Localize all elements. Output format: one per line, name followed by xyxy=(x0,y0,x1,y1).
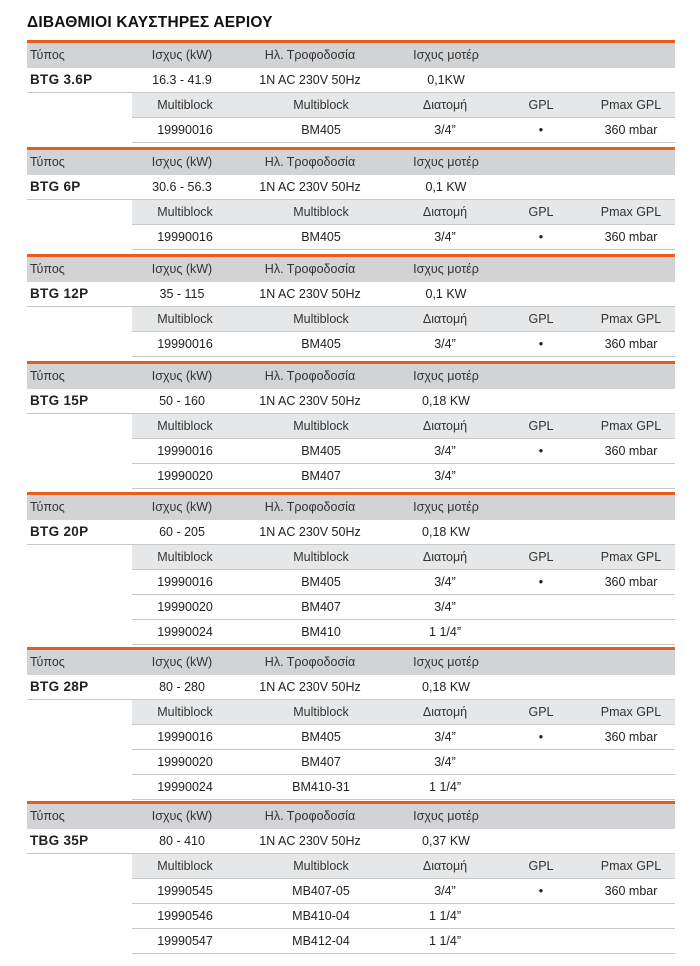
burner-name: BTG 6P xyxy=(30,179,81,194)
header-type: Τύπος xyxy=(30,262,65,276)
header-multiblock-model: Multiblock xyxy=(293,98,349,112)
multiblock-header-row xyxy=(132,93,675,118)
multiblock-header-row xyxy=(132,307,675,332)
header-supply: Ηλ. Τροφοδοσία xyxy=(264,48,356,62)
burner-name: TBG 35P xyxy=(30,833,89,848)
burner-block xyxy=(27,361,675,489)
multiblock-model: MB410-04 xyxy=(292,909,350,923)
gpl-dot: • xyxy=(538,444,544,458)
gpl-dot: • xyxy=(538,730,544,744)
diameter-value: 3/4” xyxy=(434,444,456,458)
header-supply: Ηλ. Τροφοδοσία xyxy=(264,655,356,669)
gpl-dot: • xyxy=(538,337,544,351)
header-multiblock-model: Multiblock xyxy=(293,312,349,326)
header-diameter: Διατομή xyxy=(422,312,468,326)
header-diameter: Διατομή xyxy=(422,205,468,219)
multiblock-row xyxy=(132,439,675,464)
diameter-value: 3/4” xyxy=(434,469,456,483)
multiblock-header-row xyxy=(132,854,675,879)
multiblock-header-row xyxy=(132,200,675,225)
header-power: Ισχυς (kW) xyxy=(151,155,213,169)
multiblock-row xyxy=(132,595,675,620)
pmax-value: 360 mbar xyxy=(604,337,658,351)
multiblock-model: BM407 xyxy=(301,469,341,483)
header-diameter: Διατομή xyxy=(422,859,468,873)
header-supply: Ηλ. Τροφοδοσία xyxy=(264,369,356,383)
burner-values-row xyxy=(27,675,675,700)
multiblock-model: BM410-31 xyxy=(292,780,350,794)
header-multiblock-code: Multiblock xyxy=(157,205,213,219)
diameter-value: 3/4” xyxy=(434,600,456,614)
main-header-row xyxy=(27,40,675,68)
multiblock-table xyxy=(132,545,675,645)
multiblock-code: 19990016 xyxy=(157,123,213,137)
header-multiblock-model: Multiblock xyxy=(293,550,349,564)
multiblock-code: 19990016 xyxy=(157,444,213,458)
header-pmax: Pmax GPL xyxy=(600,550,662,564)
burner-power: 80 - 280 xyxy=(159,680,205,694)
header-type: Τύπος xyxy=(30,809,65,823)
burner-values-row xyxy=(27,282,675,307)
header-gpl: GPL xyxy=(528,705,554,719)
multiblock-model: MB412-04 xyxy=(292,934,350,948)
diameter-value: 3/4” xyxy=(434,230,456,244)
header-motor: Ισχυς μοτέρ xyxy=(413,155,479,169)
header-type: Τύπος xyxy=(30,369,65,383)
gpl-dot: • xyxy=(538,575,544,589)
multiblock-table xyxy=(132,854,675,954)
burner-motor: 0,1 KW xyxy=(425,180,467,194)
header-multiblock-code: Multiblock xyxy=(157,550,213,564)
header-power: Ισχυς (kW) xyxy=(151,262,213,276)
burner-power: 80 - 410 xyxy=(159,834,205,848)
header-supply: Ηλ. Τροφοδοσία xyxy=(264,262,356,276)
burner-motor: 0,18 KW xyxy=(422,680,470,694)
burner-supply: 1N AC 230V 50Hz xyxy=(259,834,361,848)
multiblock-code: 19990016 xyxy=(157,337,213,351)
multiblock-model: BM405 xyxy=(301,230,341,244)
multiblock-model: BM407 xyxy=(301,755,341,769)
multiblock-row xyxy=(132,570,675,595)
main-header-row xyxy=(27,254,675,282)
main-header-row xyxy=(27,801,675,829)
header-multiblock-code: Multiblock xyxy=(157,705,213,719)
header-type: Τύπος xyxy=(30,655,65,669)
multiblock-row xyxy=(132,225,675,250)
multiblock-model: BM407 xyxy=(301,600,341,614)
diameter-value: 1 1/4” xyxy=(429,780,461,794)
multiblock-model: BM405 xyxy=(301,730,341,744)
header-type: Τύπος xyxy=(30,155,65,169)
header-gpl: GPL xyxy=(528,205,554,219)
burner-motor: 0,18 KW xyxy=(422,525,470,539)
diameter-value: 1 1/4” xyxy=(429,625,461,639)
multiblock-code: 19990024 xyxy=(157,625,213,639)
burner-block xyxy=(27,147,675,250)
multiblock-code: 19990547 xyxy=(157,934,213,948)
header-diameter: Διατομή xyxy=(422,419,468,433)
header-supply: Ηλ. Τροφοδοσία xyxy=(264,155,356,169)
burner-power: 30.6 - 56.3 xyxy=(152,180,212,194)
multiblock-row xyxy=(132,620,675,645)
multiblock-header-row xyxy=(132,545,675,570)
header-gpl: GPL xyxy=(528,419,554,433)
main-header-row xyxy=(27,492,675,520)
header-type: Τύπος xyxy=(30,500,65,514)
burner-supply: 1N AC 230V 50Hz xyxy=(259,287,361,301)
burner-values-row xyxy=(27,175,675,200)
multiblock-code: 19990024 xyxy=(157,780,213,794)
burner-block xyxy=(27,801,675,954)
multiblock-row xyxy=(132,118,675,143)
multiblock-row xyxy=(132,725,675,750)
gpl-dot: • xyxy=(538,230,544,244)
header-multiblock-code: Multiblock xyxy=(157,419,213,433)
header-gpl: GPL xyxy=(528,859,554,873)
burner-power: 50 - 160 xyxy=(159,394,205,408)
pmax-value: 360 mbar xyxy=(604,230,658,244)
multiblock-table xyxy=(132,414,675,489)
multiblock-row xyxy=(132,332,675,357)
burner-power: 16.3 - 41.9 xyxy=(152,73,212,87)
header-multiblock-model: Multiblock xyxy=(293,419,349,433)
burner-supply: 1N AC 230V 50Hz xyxy=(259,180,361,194)
burner-name: BTG 28P xyxy=(30,679,89,694)
multiblock-code: 19990020 xyxy=(157,755,213,769)
gpl-dot: • xyxy=(538,884,544,898)
burner-block xyxy=(27,254,675,357)
diameter-value: 3/4” xyxy=(434,575,456,589)
header-power: Ισχυς (kW) xyxy=(151,369,213,383)
diameter-value: 3/4” xyxy=(434,730,456,744)
diameter-value: 3/4” xyxy=(434,884,456,898)
header-motor: Ισχυς μοτέρ xyxy=(413,369,479,383)
header-pmax: Pmax GPL xyxy=(600,419,662,433)
header-multiblock-model: Multiblock xyxy=(293,859,349,873)
header-diameter: Διατομή xyxy=(422,705,468,719)
burner-block xyxy=(27,492,675,645)
header-supply: Ηλ. Τροφοδοσία xyxy=(264,809,356,823)
header-motor: Ισχυς μοτέρ xyxy=(413,809,479,823)
burner-supply: 1N AC 230V 50Hz xyxy=(259,394,361,408)
burner-supply: 1N AC 230V 50Hz xyxy=(259,680,361,694)
main-header-row xyxy=(27,647,675,675)
header-pmax: Pmax GPL xyxy=(600,98,662,112)
header-multiblock-model: Multiblock xyxy=(293,705,349,719)
header-type: Τύπος xyxy=(30,48,65,62)
multiblock-code: 19990016 xyxy=(157,230,213,244)
multiblock-code: 19990020 xyxy=(157,600,213,614)
multiblock-table xyxy=(132,700,675,800)
multiblock-model: BM405 xyxy=(301,575,341,589)
burner-supply: 1N AC 230V 50Hz xyxy=(259,525,361,539)
header-motor: Ισχυς μοτέρ xyxy=(413,48,479,62)
header-pmax: Pmax GPL xyxy=(600,205,662,219)
pmax-value: 360 mbar xyxy=(604,730,658,744)
multiblock-header-row xyxy=(132,414,675,439)
multiblock-row xyxy=(132,929,675,954)
diameter-value: 1 1/4” xyxy=(429,909,461,923)
burner-motor: 0,18 KW xyxy=(422,394,470,408)
multiblock-code: 19990545 xyxy=(157,884,213,898)
burner-values-row xyxy=(27,389,675,414)
diameter-value: 1 1/4” xyxy=(429,934,461,948)
pmax-value: 360 mbar xyxy=(604,444,658,458)
multiblock-model: BM405 xyxy=(301,444,341,458)
gpl-dot: • xyxy=(538,123,544,137)
header-multiblock-code: Multiblock xyxy=(157,312,213,326)
burner-values-row xyxy=(27,520,675,545)
multiblock-row xyxy=(132,879,675,904)
multiblock-row xyxy=(132,904,675,929)
pmax-value: 360 mbar xyxy=(604,575,658,589)
header-motor: Ισχυς μοτέρ xyxy=(413,655,479,669)
header-power: Ισχυς (kW) xyxy=(151,48,213,62)
multiblock-row xyxy=(132,775,675,800)
multiblock-code: 19990020 xyxy=(157,469,213,483)
burner-block xyxy=(27,40,675,143)
header-power: Ισχυς (kW) xyxy=(151,500,213,514)
header-power: Ισχυς (kW) xyxy=(151,655,213,669)
burner-power: 60 - 205 xyxy=(159,525,205,539)
header-gpl: GPL xyxy=(528,98,554,112)
header-motor: Ισχυς μοτέρ xyxy=(413,262,479,276)
main-header-row xyxy=(27,147,675,175)
header-diameter: Διατομή xyxy=(422,98,468,112)
multiblock-code: 19990016 xyxy=(157,575,213,589)
page-title: ΔΙΒΑΘΜΙΟΙ ΚΑΥΣΤΗΡΕΣ ΑΕΡΙΟΥ xyxy=(27,14,273,31)
header-multiblock-code: Multiblock xyxy=(157,859,213,873)
header-pmax: Pmax GPL xyxy=(600,859,662,873)
burner-motor: 0,1KW xyxy=(427,73,465,87)
multiblock-model: BM405 xyxy=(301,337,341,351)
burner-values-row xyxy=(27,829,675,854)
burner-block xyxy=(27,647,675,800)
multiblock-row xyxy=(132,464,675,489)
burner-supply: 1N AC 230V 50Hz xyxy=(259,73,361,87)
multiblock-code: 19990546 xyxy=(157,909,213,923)
header-multiblock-model: Multiblock xyxy=(293,205,349,219)
multiblock-table xyxy=(132,307,675,357)
multiblock-row xyxy=(132,750,675,775)
multiblock-header-row xyxy=(132,700,675,725)
diameter-value: 3/4” xyxy=(434,755,456,769)
burner-values-row xyxy=(27,68,675,93)
multiblock-table xyxy=(132,93,675,143)
multiblock-model: BM410 xyxy=(301,625,341,639)
burner-power: 35 - 115 xyxy=(159,287,205,301)
burner-name: BTG 3.6P xyxy=(30,72,93,87)
multiblock-table xyxy=(132,200,675,250)
pmax-value: 360 mbar xyxy=(604,123,658,137)
burner-name: BTG 12P xyxy=(30,286,89,301)
header-multiblock-code: Multiblock xyxy=(157,98,213,112)
burner-motor: 0,37 KW xyxy=(422,834,470,848)
header-motor: Ισχυς μοτέρ xyxy=(413,500,479,514)
header-gpl: GPL xyxy=(528,550,554,564)
burner-name: BTG 20P xyxy=(30,524,89,539)
burner-name: BTG 15P xyxy=(30,393,89,408)
main-header-row xyxy=(27,361,675,389)
header-pmax: Pmax GPL xyxy=(600,312,662,326)
header-gpl: GPL xyxy=(528,312,554,326)
diameter-value: 3/4” xyxy=(434,337,456,351)
header-supply: Ηλ. Τροφοδοσία xyxy=(264,500,356,514)
diameter-value: 3/4” xyxy=(434,123,456,137)
multiblock-model: MB407-05 xyxy=(292,884,350,898)
header-power: Ισχυς (kW) xyxy=(151,809,213,823)
pmax-value: 360 mbar xyxy=(604,884,658,898)
header-diameter: Διατομή xyxy=(422,550,468,564)
burner-motor: 0,1 KW xyxy=(425,287,467,301)
multiblock-code: 19990016 xyxy=(157,730,213,744)
header-pmax: Pmax GPL xyxy=(600,705,662,719)
multiblock-model: BM405 xyxy=(301,123,341,137)
